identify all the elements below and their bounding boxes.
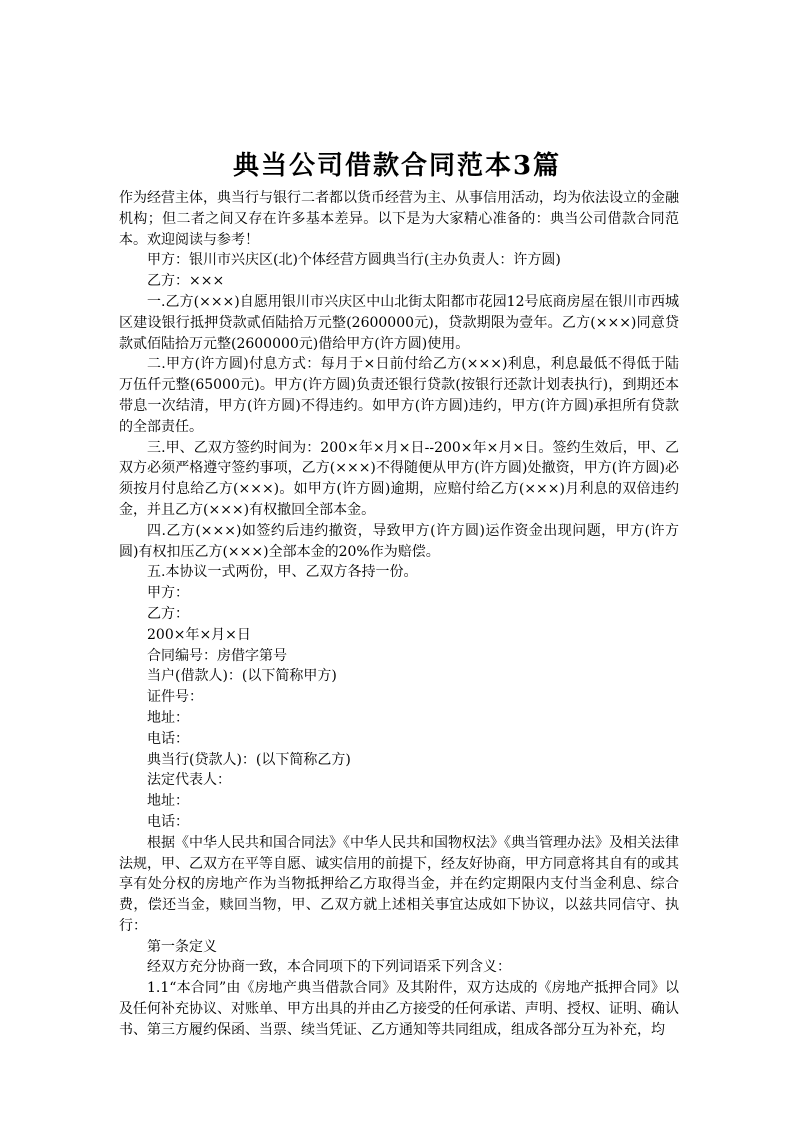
paragraph: 三.甲、乙双方签约时间为：200×年×月×日--200×年×月×日。签约生效后，甲、乙双方必须严格遵守签约事项，乙方(×××)不得随便从甲方(许方圆)处撤资，甲方(许方圆)必须按月付息给乙方(×××)。如甲方(许方圆)逾期，应赔付给乙方(×××)月利息的双倍违约金，并且乙方(×××)有权撤回全部本金。 [119, 439, 679, 518]
paragraph: 电话： [147, 813, 189, 830]
paragraph: 一.乙方(×××)自愿用银川市兴庆区中山北街太阳都市花园12号底商房屋在银川市西城区建设银行抵押贷款贰佰陆拾万元整(2600000元)，贷款期限为壹年。乙方(×××)同意贷款贰佰陆拾万元整(2600000元)借给甲方(许方圆)使用。 [119, 293, 679, 352]
paragraph: 乙方： [147, 605, 189, 622]
paragraph: 电话： [147, 730, 189, 747]
paragraph: 第一条定义 [147, 938, 217, 955]
paragraph: 典当行(贷款人)：(以下简称乙方) [147, 751, 351, 768]
paragraph: 甲方： [147, 585, 189, 602]
paragraph: 证件号： [147, 689, 203, 706]
paragraph: 作为经营主体，典当行与银行二者都以货币经营为主、从事信用活动，均为依法设立的金融机构；但二者之间又存在许多基本差异。以下是为大家精心准备的：典当公司借款合同范本。欢迎阅读与参考！ [119, 190, 679, 248]
paragraph: 地址： [147, 793, 189, 810]
document-title: 典当公司借款合同范本3篇 [232, 151, 562, 182]
document-body [119, 188, 679, 1041]
paragraph: 四.乙方(×××)如签约后违约撤资，导致甲方(许方圆)运作资金出现问题，甲方(许方圆)有权扣压乙方(×××)全部本金的20%作为赔偿。 [119, 522, 679, 560]
paragraph: 当户(借款人)：(以下简称甲方) [147, 668, 337, 685]
paragraph: 经双方充分协商一致，本合同项下的下列词语采下列含义： [147, 959, 511, 976]
paragraph: 地址： [147, 709, 189, 726]
paragraph: 二.甲方(许方圆)付息方式：每月于×日前付给乙方(×××)利息，利息最低不得低于陆万伍仟元整(65000元)。甲方(许方圆)负责还银行贷款(按银行还款计划表执行)，到期还本带息一次结清，甲方(许方圆)不得违约。如甲方(许方圆)违约，甲方(许方圆)承担所有贷款的全部责任。 [119, 356, 679, 435]
paragraph: 五.本协议一式两份，甲、乙双方各持一份。 [147, 564, 418, 581]
paragraph: 合同编号：房借字第号 [147, 647, 287, 664]
paragraph: 根据《中华人民共和国合同法》《中华人民共和国物权法》《典当管理办法》及相关法律法规，甲、乙双方在平等自愿、诚实信用的前提下，经友好协商，甲方同意将其自有的或其享有处分权的房地产作为当物抵押给乙方取得当金，并在约定期限内支付当金利息、综合费，偿还当金，赎回当物，甲、乙双方就上述相关事宜达成如下协议，以兹共同信守、执行： [119, 834, 679, 934]
paragraph: 200×年×月×日 [147, 626, 251, 643]
paragraph: 甲方：银川市兴庆区(北)个体经营方圆典当行(主办负责人：许方圆) [147, 252, 561, 269]
paragraph: 1.1“本合同”由《房地产典当借款合同》及其附件，双方达成的《房地产抵押合同》以及任何补充协议、对账单、甲方出具的并由乙方接受的任何承诺、声明、授权、证明、确认书、第三方履约保函、当票、续当凭证、乙方通知等共同组成，组成各部分互为补充，均 [119, 980, 679, 1038]
paragraph: 乙方：××× [147, 273, 225, 290]
paragraph: 法定代表人： [147, 772, 231, 789]
